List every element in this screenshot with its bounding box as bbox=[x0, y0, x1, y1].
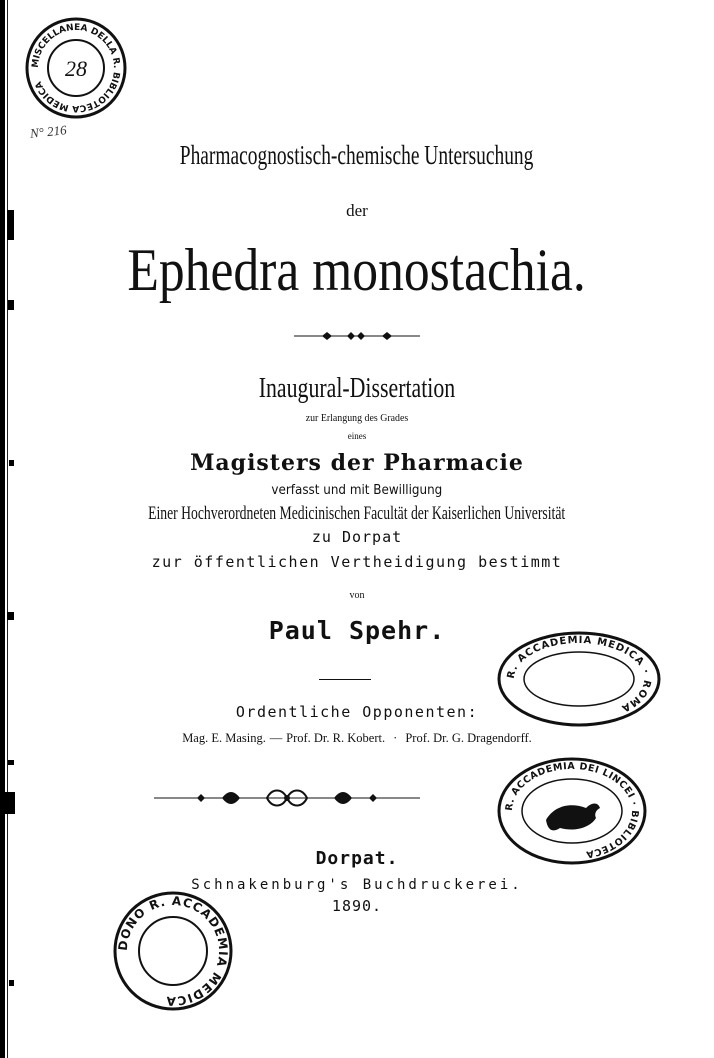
city-line: zu Dorpat bbox=[311, 528, 403, 546]
handwritten-shelf-note: N° 216 bbox=[29, 122, 68, 141]
dissertation-type: Inaugural-Dissertation bbox=[258, 373, 456, 404]
subject-line: Pharmacognostisch-chemische Untersuchung bbox=[180, 140, 534, 170]
opponent-separator-2: · bbox=[393, 731, 398, 745]
faculty-line: Einer Hochverordneten Medicinischen Facultät der Kaiserlichen Universität bbox=[148, 503, 566, 524]
ornament-divider-top bbox=[0, 328, 714, 347]
donation-stamp-bottom-left bbox=[110, 888, 236, 1014]
of-word: der bbox=[346, 201, 368, 220]
publication-year: 1890. bbox=[331, 897, 383, 915]
printer-name: Schnakenburg's Buchdruckerei. bbox=[191, 877, 523, 893]
main-title: Ephedra monostachia. bbox=[127, 237, 587, 303]
opponents-list bbox=[0, 731, 714, 746]
opponent-2: Prof. Dr. R. Kobert. bbox=[286, 731, 386, 745]
stamp-top-left-number: 28 bbox=[65, 56, 87, 81]
purpose-line: zur Erlangung des Grades bbox=[305, 412, 409, 424]
degree-title: Magisters der Pharmacie bbox=[190, 450, 524, 476]
stamp-bottom-left-ring-text: DONO R. ACCADEMIA MEDICA bbox=[115, 893, 231, 1009]
author-name: Paul Spehr. bbox=[268, 616, 446, 645]
stamp-mid-right-ring-text: R. ACCADEMIA MEDICA · ROMA bbox=[505, 634, 653, 714]
defense-line: zur öffentlichen Vertheidigung bestimmt bbox=[151, 553, 563, 571]
opponent-3: Prof. Dr. G. Dragendorff. bbox=[405, 731, 532, 745]
opponent-separator-1: — bbox=[269, 731, 283, 745]
library-stamp-top-left bbox=[24, 16, 128, 120]
by-word: von bbox=[349, 590, 365, 601]
stamp-top-left-ring-text: MISCELLANEA DELLA R. BIBLIOTECA MEDICA bbox=[30, 22, 122, 114]
opponents-heading: Ordentliche Opponenten: bbox=[235, 703, 479, 721]
authorization-line: verfasst und mit Bewilligung bbox=[271, 483, 443, 498]
eines-word: eines bbox=[347, 431, 367, 441]
opponent-1: Mag. E. Masing. bbox=[182, 731, 266, 745]
stamp-lower-right-ring-text: R. ACCADEMIA DEI LINCEI · BIBLIOTECA bbox=[503, 760, 641, 860]
publication-place: Dorpat. bbox=[315, 848, 399, 869]
short-divider bbox=[319, 679, 371, 680]
lynx-emblem bbox=[546, 804, 600, 831]
